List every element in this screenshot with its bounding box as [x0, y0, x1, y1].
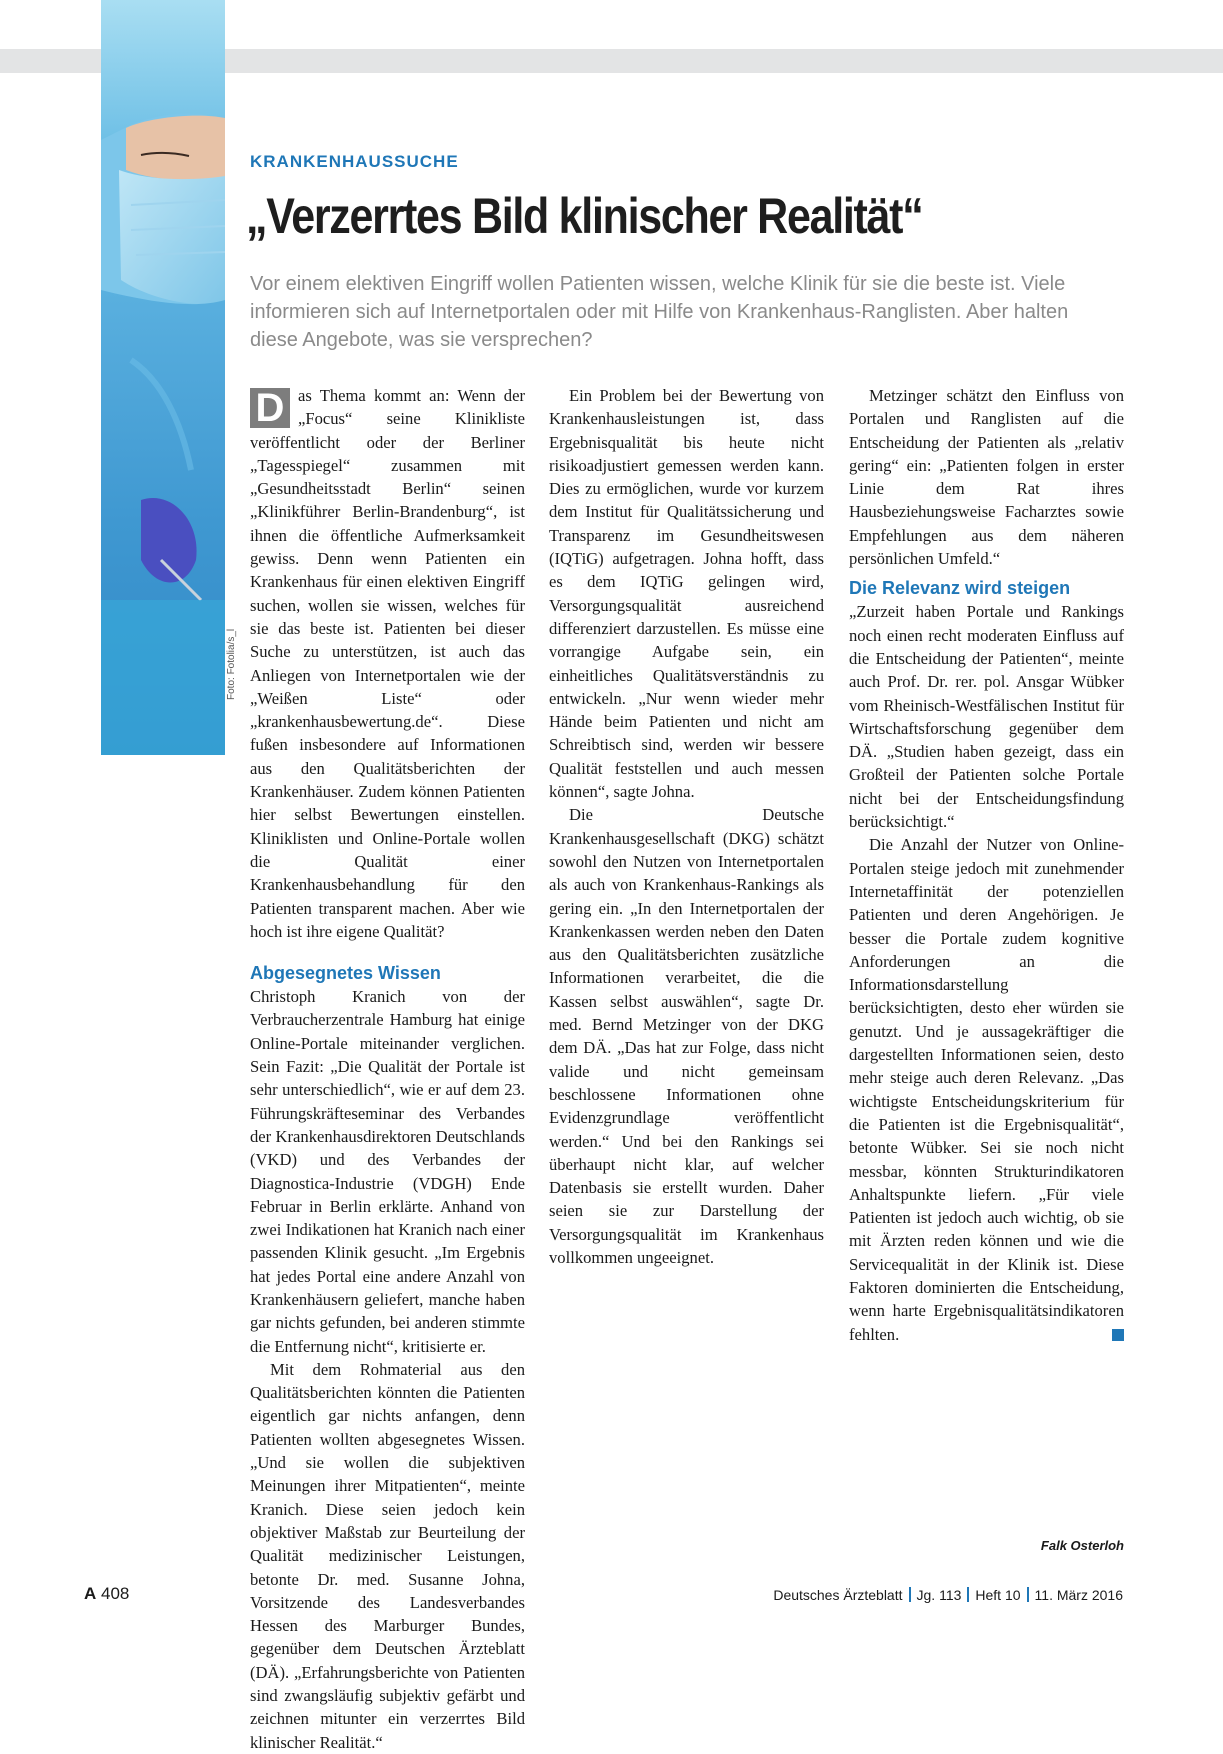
paragraph: Die Deutsche Krankenhausgesellschaft (DKG) schätzt sowohl den Nutzen von Internetportalen als auch von Krankenhaus-Rankings als gering ein. „In den Internetportalen der Krankenkassen werden neben den Daten aus den Qualitätsberichten zusätzliche Informationen verarbeitet, die die Kassen selbst auswählen“, sagte Dr. med. Bernd Metzinger von der DKG dem DÄ. „Das hat zur Folge, dass nicht valide und nicht gemeinsam beschlossene Informationen ohne Evidenzgrundlage veröffentlicht werden.“ Und bei den Rankings sei überhaupt nicht klar, auf welcher Datenbasis sie erstellt wurden. Daher seien sie zur Darstellung der Versorgungsqualität im Krankenhaus vollkommen ungeeignet.: [549, 805, 824, 1267]
paragraph-text: as Thema kommt an: Wenn der „Focus“ seine Klinikliste veröffentlicht oder der Berliner „Tagesspiegel“ zusammen mit „Gesundheitsstadt Berlin“ seinen „Klinikführer Berlin-Brandenburg“, ist ihnen die öffentliche Aufmerksamkeit gewiss. Denn wenn Patienten ein Krankenhaus für einen elektiven Eingriff suchen, wollen sie wissen, welches für sie das beste ist. Patienten bei dieser Suche zu unterstützen, ist auch das Anliegen von Internetportalen wie der „Weißen Liste“ oder „krankenhausbewertung.de“. Diese fußen insbesondere auf Informationen aus den Qualitätsberichten der Krankenhäuser. Zudem können Patienten hier selbst Bewertungen einstellen. Kliniklisten und Online-Portale wollen die Qualität einer Krankenhausbehandlung für den Patienten transparent machen. Aber wie hoch ist ihre eigene Qualität?: [250, 386, 525, 941]
paragraph: Mit dem Rohmaterial aus den Qualitätsberichten könnten die Patienten eigentlich gar nichts anfangen, denn Patienten wollten abgesegnetes Wissen. „Und sie wollen die subjektiven Meinungen ihrer Mitpatienten“, meinte Kranich. Diese seien jedoch kein objektiver Maßstab zur Beurteilung der Qualität medizinischer Leistungen, betonte Dr. med. Susanne Johna, Vorsitzende des Landesverbandes Hessen des Marburger Bundes, gegenüber dem Deutschen Ärzteblatt (DÄ). „Erfahrungsberichte von Patienten sind zwangsläufig subjektiv gefärbt und zeichnen mitunter ein verzerrtes Bild klinischer Realität.“: [250, 1359, 525, 1752]
paragraph: [250, 384, 525, 943]
drop-cap: D: [250, 388, 290, 428]
text-column-3: [849, 384, 1124, 1346]
article-lead: Vor einem elektiven Eingriff wollen Patienten wissen, welche Klinik für sie die beste ist. Viele informieren sich auf Internetportalen oder mit Hilfe von Krankenhaus-Ranglisten. Aber halten diese Angebote, was sie versprechen?: [250, 273, 1069, 351]
surgeon-photo: [101, 0, 225, 755]
page-prefix: A: [84, 1584, 97, 1603]
page-number-value: 408: [101, 1584, 130, 1603]
paragraph: Ein Problem bei der Bewertung von Krankenhausleistungen ist, dass Ergebnisqualität bis heute nicht risikoadjustiert gemessen werden kann. Dies zu ermöglichen, wurde vor kurzem dem Institut für Qualitätssicherung und Transparenz im Gesundheitswesen (IQTiG) aufgetragen. Johna hofft, dass es dem IQTiG gelingen wird, Versorgungsqualität ausreichend differenziert darzustellen. Es müsse eine vorrangige Aufgabe sein, ein einheitliches Qualitätsverständnis zu entwickeln. „Nur wenn wieder mehr Hände beim Patienten und nicht am Schreibtisch sind, werden wir bessere Qualität feststellen und auch messen können“, sagte Johna.: [549, 386, 824, 802]
author-byline: Falk Osterloh: [1040, 1538, 1124, 1553]
journal-volume: Jg. 113: [916, 1587, 962, 1603]
surgeon-illustration: [101, 0, 225, 755]
subheading: Die Relevanz wird steigen: [849, 578, 1071, 599]
paragraph: Christoph Kranich von der Verbraucherzentrale Hamburg hat einige Online-Portale miteinander verglichen. Sein Fazit: „Die Qualität der Portale ist sehr unterschiedlich“, wie er auf dem 23. Führungskräfteseminar des Verbandes der Krankenhausdirektoren Deutschlands (VKD) und des Verbandes der Diagnostica-Industrie (VDGH) Ende Februar in Berlin erklärte. Anhand von zwei Indikationen hat Kranich nach einer passenden Klinik gesucht. „Im Ergebnis hat jedes Portal eine andere Anzahl von Krankenhäusern geliefert, manche haben gar nichts gefunden, bei anderen stimmte die Entfernung nicht“, kritisierte er.: [250, 987, 525, 1356]
footer-separator: [967, 1587, 969, 1602]
paragraph: [849, 833, 1124, 1346]
footer-separator: [909, 1587, 911, 1602]
paragraph: „Zurzeit haben Portale und Rankings noch einen recht moderaten Einfluss auf die Entscheidung der Patienten“, meinte auch Prof. Dr. rer. pol. Ansgar Wübker vom Rheinisch-Westfälischen Institut für Wirtschaftsforschung gegenüber dem DÄ. „Studien haben gezeigt, dass ein Großteil der Patienten solche Portale nicht bei der Entscheidungsfindung berücksichtigt.“: [849, 602, 1124, 832]
section-kicker: KRANKENHAUSSUCHE: [250, 152, 459, 171]
text-column-1: [250, 384, 525, 1754]
article-title: „Verzerrtes Bild klinischer Realität“: [246, 188, 923, 244]
footer-separator: [1027, 1587, 1029, 1602]
text-column-2: [549, 384, 824, 1269]
journal-date: 11. März 2016: [1034, 1587, 1123, 1603]
photo-credit: Foto: Fotolia/s_l: [226, 628, 237, 700]
paragraph: Metzinger schätzt den Einfluss von Portalen und Ranglisten auf die Entscheidung der Patienten als „relativ gering“ ein: „Patienten folgen in erster Linie dem Rat ihres Hausbeziehungsweise Facharztes sowie Empfehlungen aus dem näheren persönlichen Umfeld.“: [849, 386, 1124, 569]
paragraph-text: Die Anzahl der Nutzer von Online-Portalen steige jedoch mit zunehmender Internetaffinität der potenziellen Patienten und deren Angehörigen. Je besser die Portale zudem kognitive Anforderungen an die Informationsdarstellung berücksichtigten, desto eher würden sie genutzt. Und je aussagekräftiger die dargestellten Informationen seien, desto mehr steige auch deren Relevanz. „Das wichtigste Entscheidungskriterium für die Patienten ist die Ergebnisqualität“, betonte Wübker. Sei sie noch nicht messbar, könnten Strukturindikatoren Anhaltspunkte liefern. „Für viele Patienten ist jedoch auch wichtig, ob sie mit Ärzten reden können und wie die Servicequalität in der Klinik ist. Diese Faktoren dominierten die Entscheidung, wenn harte Ergebnisqualitätsindikatoren fehlten.: [849, 835, 1124, 1344]
end-mark-icon: [1112, 1329, 1124, 1341]
journal-footer: [773, 1587, 1123, 1603]
journal-issue: Heft 10: [975, 1587, 1021, 1603]
subheading: Abgesegnetes Wissen: [250, 963, 441, 984]
journal-name: Deutsches Ärzteblatt: [773, 1587, 903, 1603]
page-number: [84, 1584, 129, 1604]
